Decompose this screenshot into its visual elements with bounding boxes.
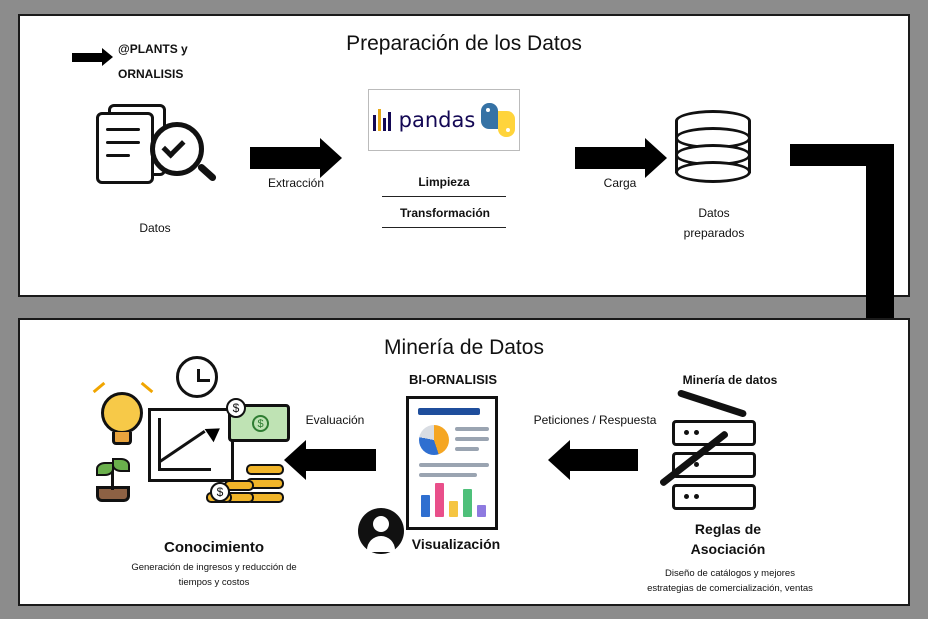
- label-reglas-sub-1: Diseño de catálogos y mejores: [665, 568, 795, 579]
- label-evaluacion: Evaluación: [305, 413, 365, 427]
- note-line-1: @PLANTS y: [118, 42, 188, 56]
- database-icon: [675, 110, 751, 184]
- dollar-badge-icon: $: [226, 398, 246, 418]
- label-reglas-1: Reglas de: [694, 521, 762, 537]
- label-visualizacion: Visualización: [411, 536, 501, 552]
- label-peticiones: Peticiones / Respuesta: [533, 413, 657, 427]
- arrow-extraccion: [250, 138, 342, 178]
- lightbulb-base-icon: [112, 432, 132, 445]
- lightbulb-icon: [101, 392, 143, 434]
- bi-report-icon: [406, 396, 498, 530]
- panel-title-preparation: Preparación de los Datos: [346, 32, 582, 55]
- user-avatar-icon: [358, 508, 404, 554]
- label-conocimiento-sub-1: Generación de ingresos y reducción de: [131, 562, 297, 573]
- label-mineria-de-datos: Minería de datos: [682, 373, 778, 387]
- label-datos: Datos: [139, 221, 171, 235]
- label-transformacion: Transformación: [399, 206, 491, 220]
- divider-limpieza: [382, 196, 506, 197]
- label-reglas-2: Asociación: [690, 541, 766, 557]
- label-conocimiento-sub-2: tiempos y costos: [178, 577, 250, 588]
- leaf-icon: [112, 458, 130, 472]
- label-bi-ornalisis: BI-ORNALISIS: [408, 372, 498, 387]
- panel-title-mining: Minería de Datos: [384, 336, 544, 359]
- arrow-peticiones: [548, 440, 638, 480]
- coin-icon: [246, 464, 284, 475]
- pandas-logo: [368, 89, 520, 151]
- arrow-evaluacion: [284, 440, 376, 480]
- python-logo-icon: [481, 103, 515, 137]
- label-datos-preparados-1: Datos: [698, 206, 730, 220]
- note-arrow-icon: [72, 48, 116, 66]
- money-dollar-sign: $: [252, 415, 269, 432]
- clock-icon: [176, 356, 218, 398]
- label-limpieza: Limpieza: [418, 175, 470, 189]
- divider-transformacion: [382, 227, 506, 228]
- label-extraccion: Extracción: [267, 176, 325, 190]
- dollar-badge-icon: $: [210, 482, 230, 502]
- label-datos-preparados-2: preparados: [683, 226, 745, 240]
- label-conocimiento: Conocimiento: [164, 539, 264, 556]
- label-carga: Carga: [603, 176, 637, 190]
- arrow-carga: [575, 138, 667, 178]
- note-line-2: ORNALISIS: [118, 67, 184, 81]
- label-reglas-sub-2: estrategias de comercialización, ventas: [647, 583, 813, 594]
- pandas-wordmark: pandas: [398, 108, 476, 132]
